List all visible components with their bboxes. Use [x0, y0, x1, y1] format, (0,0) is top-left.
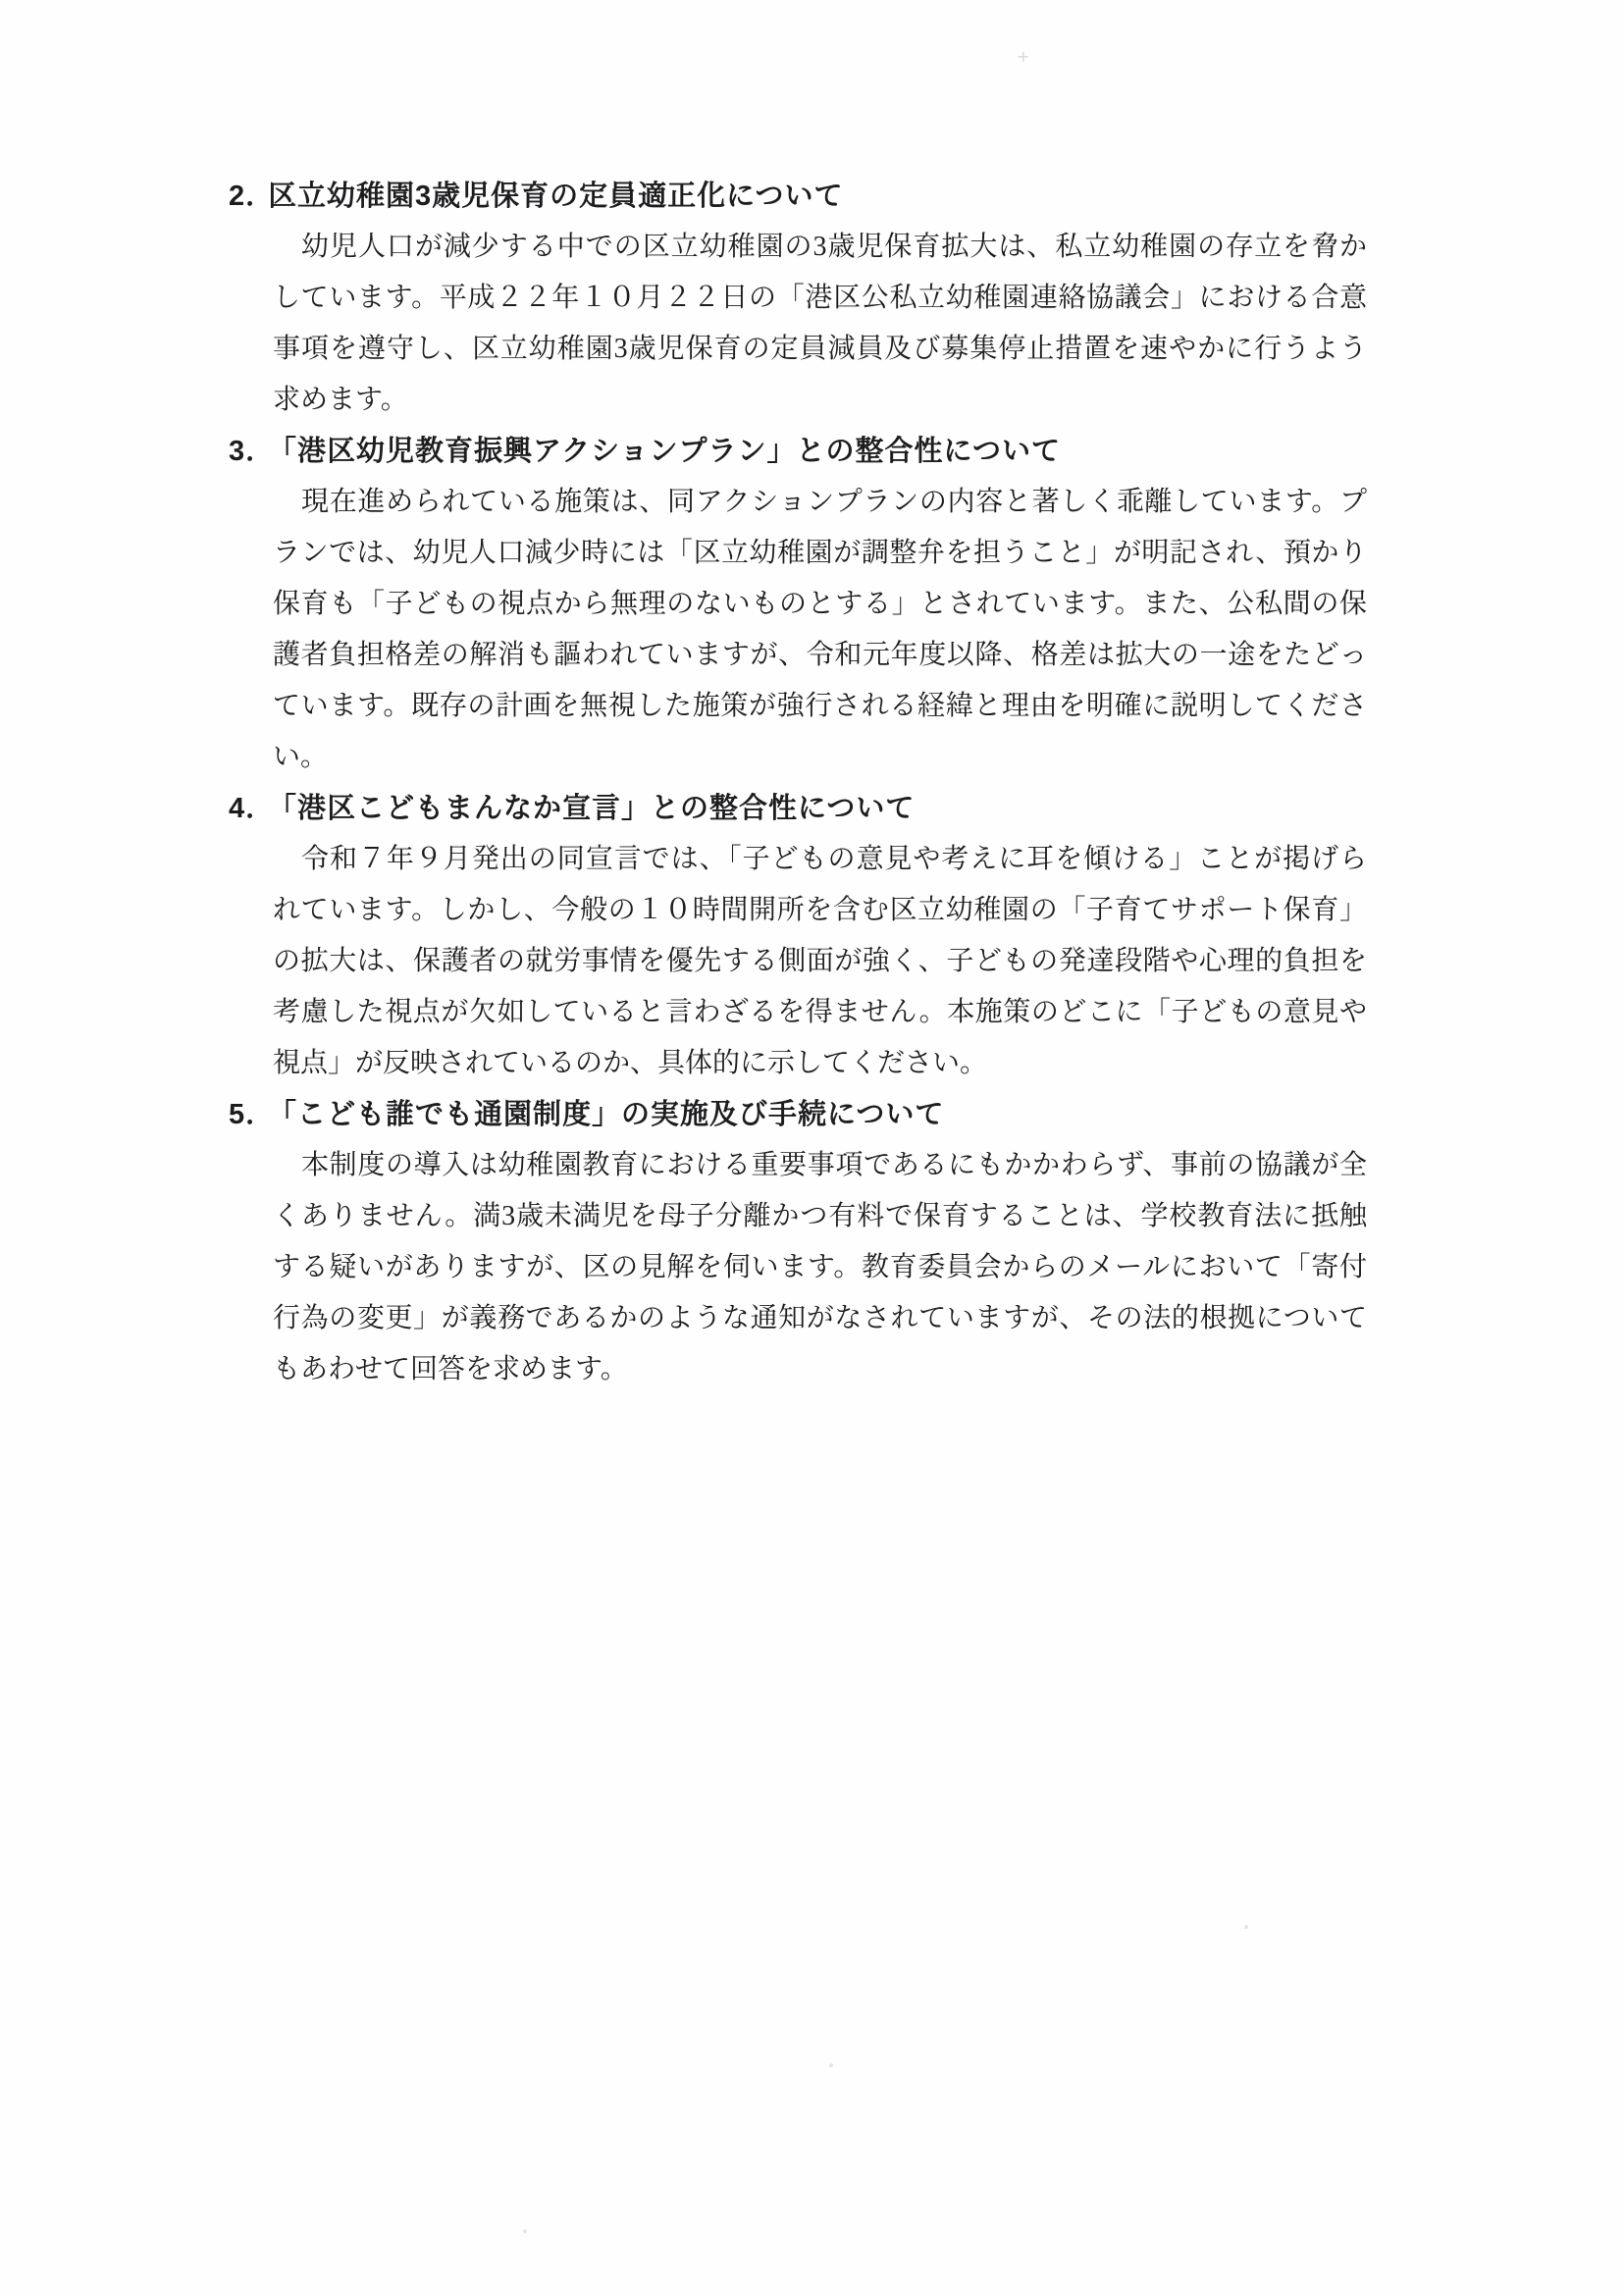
section-heading — [229, 783, 1367, 834]
body-line: しています。平成２２年１０月２２日の「港区公私立幼稚園連絡協議会」における合意 — [273, 283, 1367, 313]
section-title: 「こども誰でも通園制度」の実施及び手続について — [268, 1099, 945, 1130]
section-heading — [229, 426, 1367, 477]
body-line: 考慮した視点が欠如していると言わざるを得ません。本施策のどこに「子どもの意見や — [273, 997, 1367, 1027]
body-line: 事項を遵守し、区立幼稚園3歳児保育の定員減員及び募集停止措置を速やかに行うよう — [273, 334, 1367, 364]
section-number: 5． — [229, 1099, 276, 1130]
section-title: 「港区幼児教育振興アクションプラン」との整合性について — [268, 436, 1061, 467]
section-heading — [229, 171, 1367, 222]
body-line: 視点」が反映されているのか、具体的に示してください。 — [273, 1048, 988, 1078]
body-line: ています。既存の計画を無視した施策が強行される経緯と理由を明確に説明してくださ — [273, 691, 1367, 721]
section-number: 2． — [229, 181, 276, 212]
scan-registration-mark: + — [1017, 47, 1030, 66]
section-number: 3． — [229, 436, 276, 467]
body-line: 令和７年９月発出の同宣言では、「子どもの意見や考えに耳を傾ける」ことが掲げら — [301, 844, 1367, 874]
body-line: 現在進められている施策は、同アクションプランの内容と著しく乖離しています。プ — [301, 487, 1367, 517]
body-line: い。 — [273, 742, 329, 772]
scan-speck — [1244, 1925, 1248, 1929]
section-title: 区立幼稚園3歳児保育の定員適正化について — [268, 181, 844, 212]
document-text-block — [229, 171, 1367, 1395]
body-line: する疑いがありますが、区の見解を伺います。教育委員会からのメールにおいて「寄付 — [273, 1252, 1367, 1282]
body-line: 求めます。 — [273, 385, 408, 415]
section-heading — [229, 1089, 1367, 1140]
section-number: 4． — [229, 793, 276, 824]
scan-speck — [523, 2229, 527, 2233]
body-line: れています。しかし、今般の１０時間開所を含む区立幼稚園の「子育てサポート保育」 — [273, 895, 1367, 925]
body-line: 行為の変更」が義務であるかのような通知がなされていますが、その法的根拠について — [273, 1303, 1367, 1333]
body-line: 保育も「子どもの視点から無理のないものとする」とされています。また、公私間の保 — [273, 589, 1367, 619]
section-title: 「港区こどもまんなか宣言」との整合性について — [268, 793, 916, 824]
body-line: ランでは、幼児人口減少時には「区立幼稚園が調整弁を担うこと」が明記され、預かり — [273, 538, 1367, 568]
scan-speck — [829, 2063, 833, 2067]
body-line: くありません。満3歳未満児を母子分離かつ有料で保育することは、学校教育法に抵触 — [273, 1201, 1367, 1231]
body-line: 護者負担格差の解消も謳われていますが、令和元年度以降、格差は拡大の一途をたどっ — [273, 640, 1367, 670]
body-line: の拡大は、保護者の就労事情を優先する側面が強く、子どもの発達段階や心理的負担を — [273, 946, 1367, 976]
body-line: もあわせて回答を求めます。 — [273, 1354, 628, 1384]
body-line: 本制度の導入は幼稚園教育における重要事項であるにもかかわらず、事前の協議が全 — [301, 1150, 1367, 1180]
body-line: 幼児人口が減少する中での区立幼稚園の3歳児保育拡大は、私立幼稚園の存立を脅か — [301, 232, 1367, 262]
